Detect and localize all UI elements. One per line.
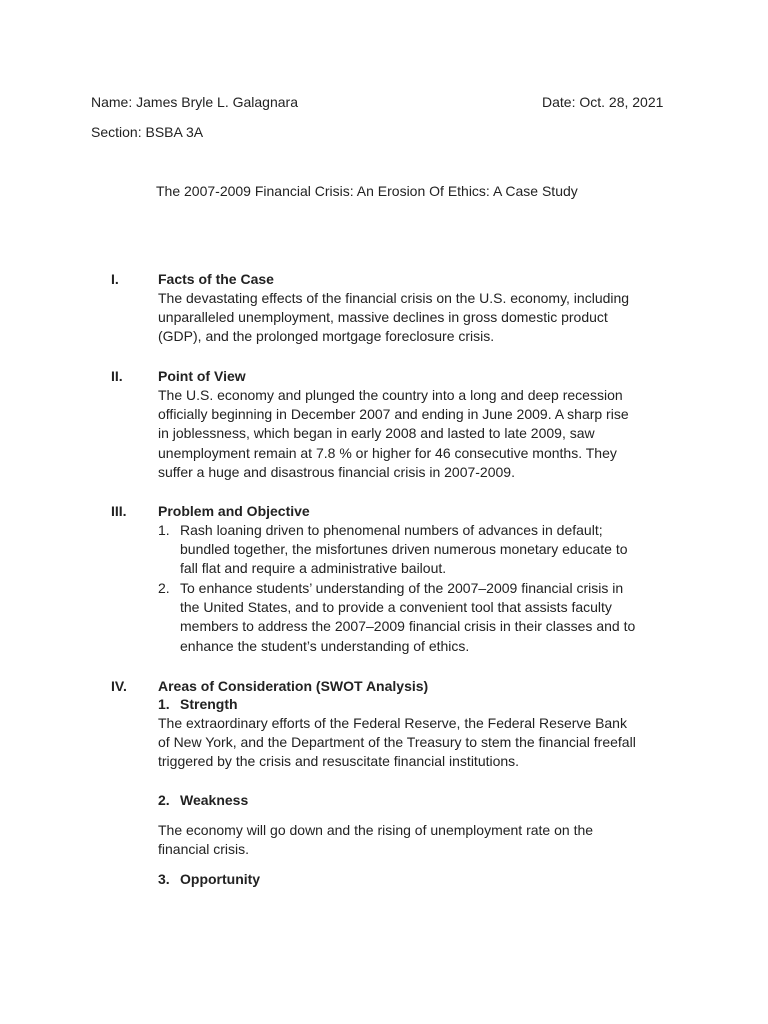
list-item — [180, 579, 635, 656]
body-line: The extraordinary efforts of the Federal Reserve, the Federal Reserve Bank — [158, 715, 627, 731]
body-line: The devastating effects of the financial crisis on the U.S. economy, including — [158, 290, 630, 306]
body-line: The economy will go down and the rising of unemployment rate on the — [158, 822, 594, 838]
section-body — [158, 289, 678, 347]
subsection-number: 1. — [158, 696, 170, 712]
list-number: 2. — [158, 580, 170, 596]
section-heading: Point of View — [158, 368, 246, 384]
date-field: Date: Oct. 28, 2021 — [542, 94, 664, 110]
section-heading: Problem and Objective — [158, 503, 310, 519]
section-heading: Areas of Consideration (SWOT Analysis) — [158, 678, 429, 694]
body-line: in joblessness, which began in early 2008 and lasted to late 2009, saw — [158, 425, 595, 442]
body-line: officially beginning in December 2007 and ending in June 2009. A sharp rise — [158, 406, 629, 423]
body-line: The U.S. economy and plunged the country into a long and deep recession — [158, 387, 623, 403]
list-item-line: enhance the student’s understanding of ethics. — [180, 637, 470, 654]
subsection-body — [158, 821, 678, 859]
list-item-line: the United States, and to provide a convenient tool that assists faculty — [180, 599, 612, 616]
body-line: unemployment remain at 7.8 % or higher for 46 consecutive months. They — [158, 444, 617, 461]
section-numeral: I. — [111, 271, 119, 287]
subsection-body — [158, 714, 678, 772]
subsection-heading: Weakness — [180, 792, 249, 808]
body-line: financial crisis. — [158, 841, 250, 858]
document-title: The 2007-2009 Financial Crisis: An Erosion Of Ethics: A Case Study — [156, 183, 578, 199]
section-numeral: IV. — [111, 678, 127, 694]
section-field: Section: BSBA 3A — [91, 124, 204, 140]
list-item-line: Rash loaning driven to phenomenal numbers of advances in default; — [180, 522, 603, 538]
subsection-number: 3. — [158, 871, 170, 887]
name-field: Name: James Bryle L. Galagnara — [91, 94, 298, 110]
subsection-heading: Strength — [180, 696, 238, 712]
body-line: unparalleled unemployment, massive declines in gross domestic product — [158, 309, 608, 326]
list-item-line: bundled together, the misfortunes driven numerous monetary educate to — [180, 541, 628, 558]
subsection-number: 2. — [158, 792, 170, 808]
body-line: suffer a huge and disastrous financial crisis in 2007-2009. — [158, 463, 515, 480]
list-item — [180, 521, 628, 579]
subsection-heading: Opportunity — [180, 871, 261, 887]
list-item-line: To enhance students’ understanding of the 2007–2009 financial crisis in — [180, 580, 624, 596]
section-numeral: II. — [111, 368, 123, 384]
section-heading: Facts of the Case — [158, 271, 274, 287]
list-item-line: members to address the 2007–2009 financial crisis in their classes and to — [180, 618, 636, 635]
body-line: (GDP), and the prolonged mortgage foreclosure crisis. — [158, 328, 495, 345]
body-line: of New York, and the Department of the Treasury to stem the financial freefall — [158, 734, 636, 751]
section-body — [158, 386, 678, 482]
body-line: triggered by the crisis and resuscitate financial institutions. — [158, 753, 520, 770]
list-number: 1. — [158, 522, 170, 538]
section-numeral: III. — [111, 503, 127, 519]
list-item-line: fall flat and require a administrative bailout. — [180, 560, 447, 577]
